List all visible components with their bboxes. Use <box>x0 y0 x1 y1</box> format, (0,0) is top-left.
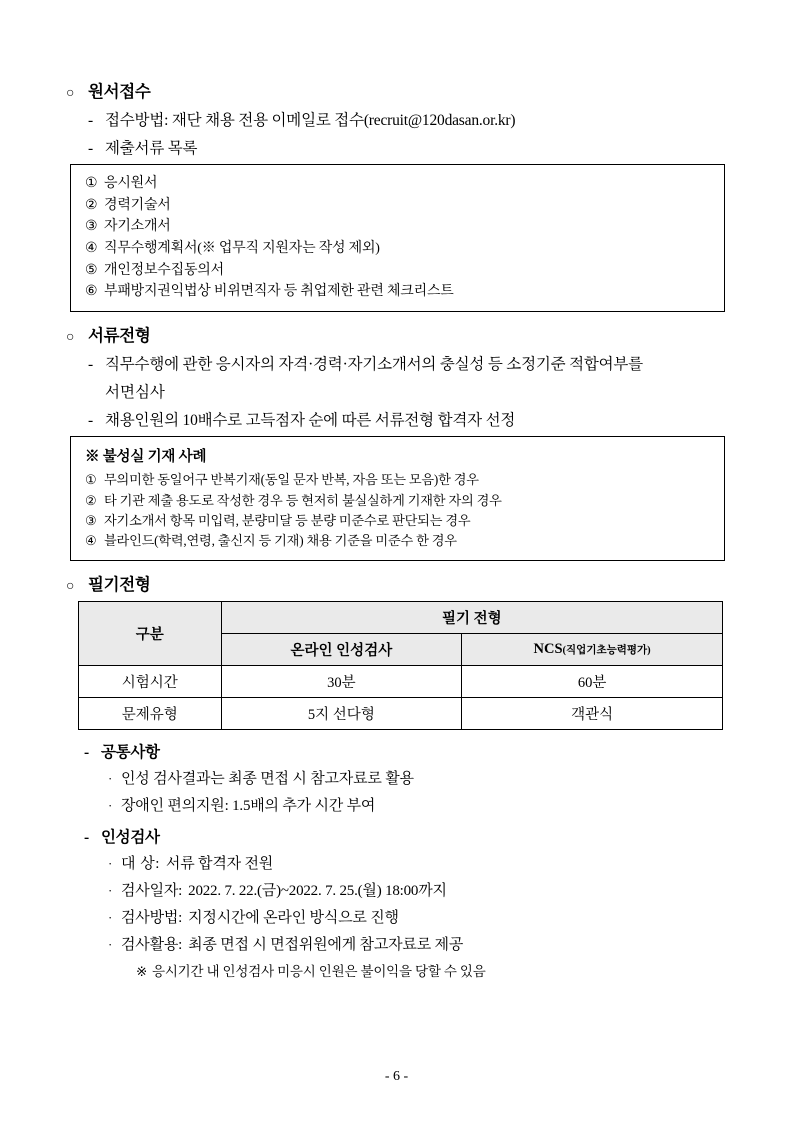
list-item <box>85 281 712 303</box>
section-title: 필기전형 <box>88 574 151 594</box>
item-text: 자기소개서 항목 미입력, 분량미달 등 분량 미준수로 판단되는 경우 <box>104 513 471 529</box>
section-written-test <box>66 571 721 980</box>
list-item <box>85 195 712 217</box>
application-docs-line <box>66 136 721 158</box>
middle-dot-icon: · <box>108 882 113 898</box>
item-number: ③ <box>85 513 97 529</box>
list-item <box>85 260 712 282</box>
section-document-screening <box>66 322 721 561</box>
middle-dot-icon: · <box>108 797 113 813</box>
item-number: ⑥ <box>85 284 98 300</box>
circle-bullet-icon: ○ <box>66 330 75 346</box>
reference-mark-icon: ※ <box>85 449 100 466</box>
cell-exam-time-ncs: 60분 <box>462 665 723 697</box>
list-item <box>85 511 712 531</box>
screening-criteria-continuation: 서면심사 <box>105 384 165 402</box>
item-number: ④ <box>85 533 97 549</box>
item-text: 서류 합격자 전원 <box>165 855 274 872</box>
middle-dot-icon: · <box>108 855 113 871</box>
submission-documents-box <box>70 164 725 312</box>
table-header-group: 필기 전형 <box>221 601 722 633</box>
row-label-exam-time: 시험시간 <box>79 665 222 697</box>
application-method-text: 접수방법: 재단 채용 전용 이메일로 접수(recruit@120dasan.or.kr) <box>105 112 516 129</box>
list-item <box>66 879 721 900</box>
item-label: 검사방법: <box>121 909 183 926</box>
section-heading <box>66 78 721 102</box>
list-item <box>66 933 721 954</box>
item-number: ④ <box>85 241 98 257</box>
dash-icon: - <box>88 112 93 129</box>
personality-test-title: 인성검사 <box>101 828 160 846</box>
item-text: 최종 면접 시 면접위원에게 참고자료로 제공 <box>188 936 464 953</box>
list-item <box>85 173 712 195</box>
box-title-row <box>85 445 712 466</box>
insincere-entry-box <box>70 436 725 561</box>
cell-question-type-personality: 5지 선다형 <box>221 697 462 729</box>
list-item <box>85 238 712 260</box>
dash-icon: - <box>84 828 89 846</box>
item-number: ② <box>85 197 98 213</box>
ncs-label: NCS <box>533 640 563 657</box>
list-item <box>85 216 712 238</box>
personality-test-heading <box>66 825 721 847</box>
item-text: 무의미한 동일어구 반복기재(동일 문자 반복, 자음 또는 모음)한 경우 <box>104 472 479 488</box>
reference-mark-icon: ※ <box>136 963 148 979</box>
screening-multiplier-line <box>66 408 721 430</box>
cell-question-type-ncs: 객관식 <box>462 697 723 729</box>
dash-icon: - <box>88 140 93 157</box>
item-text: 직무수행계획서(※ 업무직 지원자는 작성 제외) <box>104 241 380 257</box>
page-number: - 6 - <box>384 1069 409 1084</box>
item-text: 지정시간에 온라인 방식으로 진행 <box>188 909 399 926</box>
list-item <box>66 767 721 788</box>
item-number: ① <box>85 472 97 488</box>
item-number: ③ <box>85 219 98 235</box>
screening-multiplier-text: 채용인원의 10배수로 고득점자 순에 따른 서류전형 합격자 선정 <box>105 412 516 430</box>
note-text: 응시기간 내 인성검사 미응시 인원은 불이익을 당할 수 있음 <box>152 963 486 979</box>
item-text: 인성 검사결과는 최종 면접 시 참고자료로 활용 <box>121 770 414 787</box>
section-heading <box>66 322 721 346</box>
ncs-sublabel: (직업기초능력평가) <box>562 644 651 656</box>
common-items-title: 공통사항 <box>101 743 160 761</box>
list-item <box>66 852 721 873</box>
item-label: 검사일자: <box>121 882 183 899</box>
item-text: 응시원서 <box>104 176 158 191</box>
section-application <box>66 78 721 312</box>
screening-criteria-text: 직무수행에 관한 응시자의 자격·경력·자기소개서의 충실성 등 소정기준 적합여부를 <box>105 356 643 374</box>
table-header-ncs <box>462 633 723 665</box>
section-title: 서류전형 <box>88 326 151 346</box>
list-item <box>66 906 721 927</box>
item-text: 2022. 7. 22.(금)~2022. 7. 25.(월) 18:00까지 <box>188 882 447 899</box>
item-text: 타 기관 제출 용도로 작성한 경우 등 현저히 불실실하게 기재한 자의 경우 <box>104 492 502 508</box>
table-row <box>79 601 723 633</box>
common-items-heading <box>66 740 721 762</box>
item-text: 경력기술서 <box>104 197 171 213</box>
list-item <box>85 491 712 511</box>
item-text: 블라인드(학력,연령, 출신지 등 기재) 채용 기준을 미준수 한 경우 <box>104 533 457 549</box>
item-text: 자기소개서 <box>104 219 171 235</box>
item-text: 장애인 편의지원: 1.5배의 추가 시간 부여 <box>121 797 376 814</box>
item-text: 개인정보수집동의서 <box>104 262 224 278</box>
application-method-line <box>66 108 721 130</box>
dash-icon: - <box>84 743 89 761</box>
item-label: 대 상: <box>121 855 160 872</box>
screening-criteria-line <box>66 352 721 374</box>
item-number: ① <box>85 176 98 191</box>
list-item <box>66 794 721 815</box>
circle-bullet-icon: ○ <box>66 86 75 101</box>
box-title-text: 불성실 기재 사례 <box>102 449 207 466</box>
list-item <box>85 531 712 551</box>
dash-icon: - <box>88 356 93 374</box>
circle-bullet-icon: ○ <box>66 578 75 594</box>
dash-icon: - <box>88 412 93 430</box>
table-header-online-personality: 온라인 인성검사 <box>221 633 462 665</box>
list-item <box>85 470 712 490</box>
item-label: 검사활용: <box>121 936 183 953</box>
item-number: ② <box>85 492 97 508</box>
middle-dot-icon: · <box>108 770 113 786</box>
table-header-division: 구분 <box>79 601 222 665</box>
written-test-table <box>78 601 723 730</box>
table-row <box>79 665 723 697</box>
row-label-question-type: 문제유형 <box>79 697 222 729</box>
middle-dot-icon: · <box>108 936 113 952</box>
personality-test-note <box>66 960 721 980</box>
cell-exam-time-personality: 30분 <box>221 665 462 697</box>
item-text: 부패방지권익법상 비위면직자 등 취업제한 관련 체크리스트 <box>104 284 454 300</box>
table-row <box>79 697 723 729</box>
application-docs-text: 제출서류 목록 <box>105 140 198 157</box>
section-title: 원서접수 <box>88 82 151 101</box>
item-number: ⑤ <box>85 262 98 278</box>
middle-dot-icon: · <box>108 909 113 925</box>
section-heading <box>66 571 721 595</box>
